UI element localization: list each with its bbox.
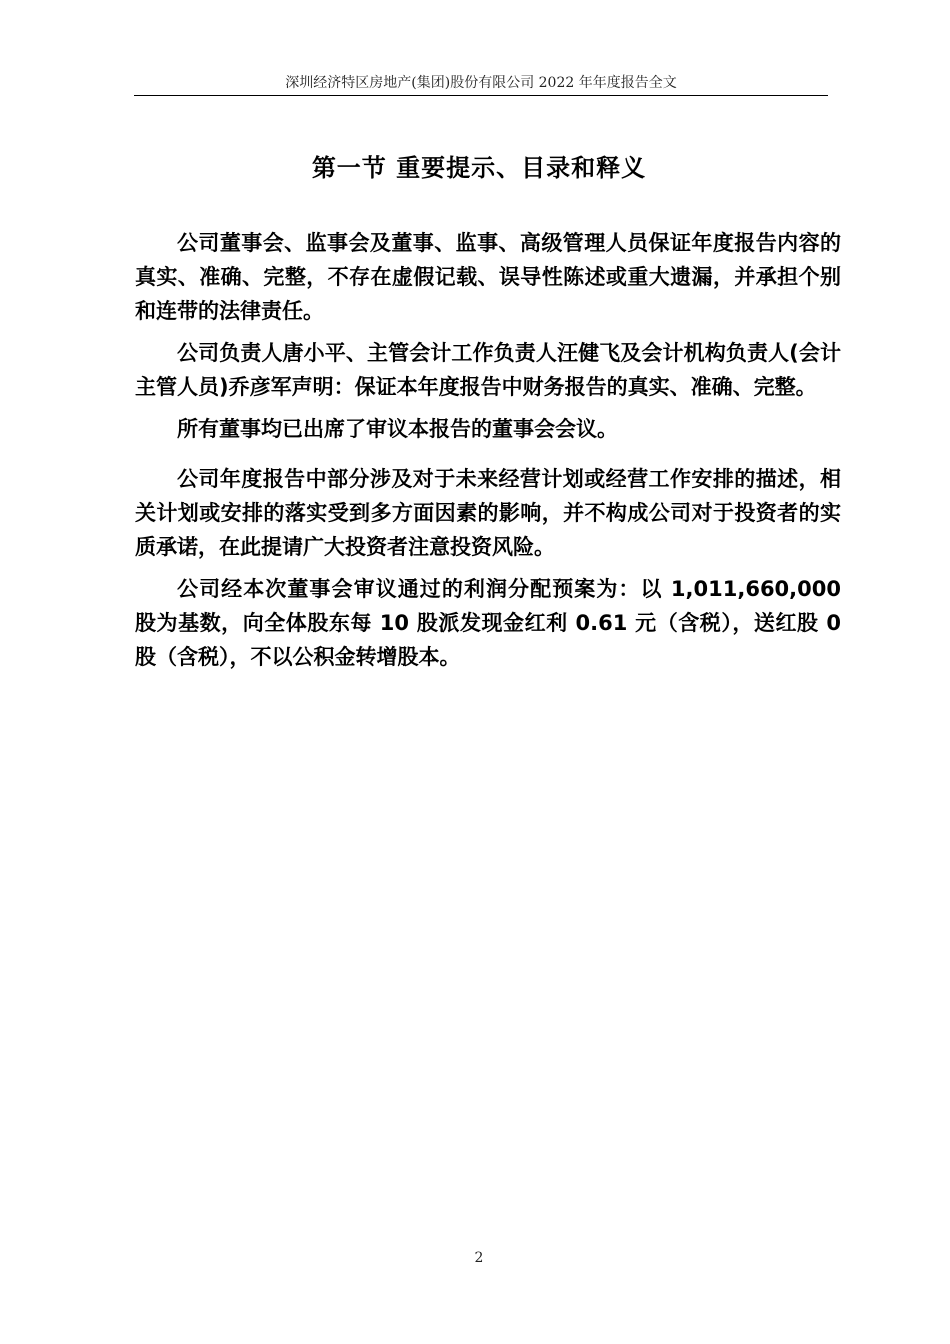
paragraph-responsible-persons-statement: 公司负责人唐小平、主管会计工作负责人汪健飞及会计机构负责人(会计主管人员)乔彦军声明：保证本年度报告中财务报告的真实、准确、完整。: [135, 341, 841, 399]
running-header: 深圳经济特区房地产(集团)股份有限公司 2022 年年度报告全文: [134, 74, 828, 96]
paragraph-director-attendance: 所有董事均已出席了审议本报告的董事会会议。: [177, 417, 618, 441]
important-notice-body: [135, 226, 841, 674]
section-title: 第一节 重要提示、目录和释义: [311, 154, 647, 182]
paragraph-forward-looking-risk: 公司年度报告中部分涉及对于未来经营计划或经营工作安排的描述，相关计划或安排的落实受到多方面因素的影响，并不构成公司对于投资者的实质承诺，在此提请广大投资者注意投资风险。: [135, 467, 841, 559]
paragraph-truthfulness-guarantee: 公司董事会、监事会及董事、监事、高级管理人员保证年度报告内容的真实、准确、完整，不存在虚假记载、误导性陈述或重大遗漏，并承担个别和连带的法律责任。: [135, 231, 841, 323]
page-number: 2: [474, 1250, 484, 1266]
paragraph-profit-distribution: 公司经本次董事会审议通过的利润分配预案为：以 1,011,660,000 股为基数，向全体股东每 10 股派发现金红利 0.61 元（含税），送红股 0 股（含税），不以公积金转增股本。: [135, 577, 841, 669]
